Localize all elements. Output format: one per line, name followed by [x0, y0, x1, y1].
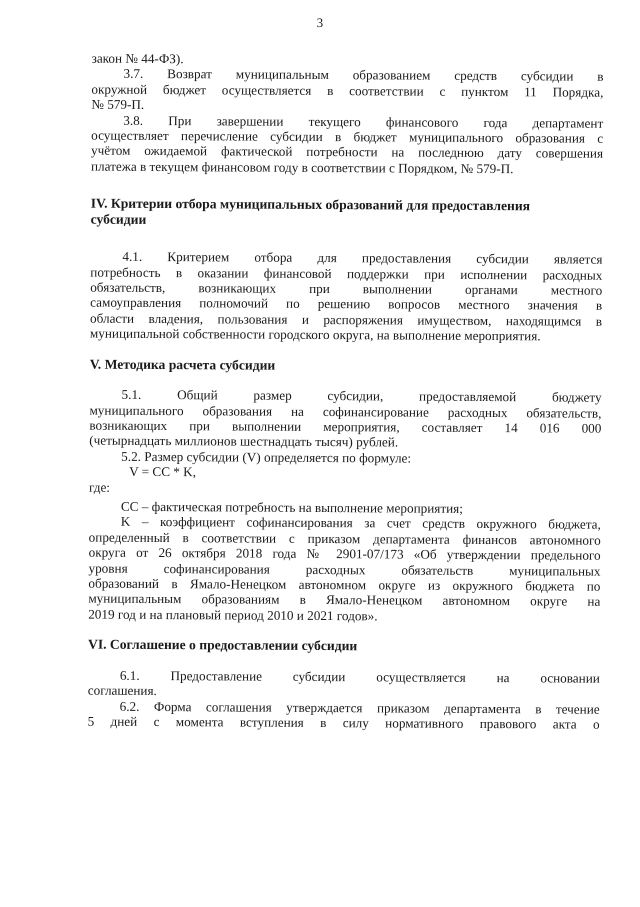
text-line: 5.2. Размер субсидии (V) определяется по формуле: [121, 448, 412, 466]
text-line: муниципальной собственности городского округа, на выполнение мероприятия. [89, 325, 541, 344]
text-line: 6.2. Форма соглашения утверждается приказом департамента в течение [119, 698, 600, 717]
text-line: № 579-П. [91, 96, 145, 113]
text-line: CC – фактическая потребность на выполнение мероприятия; [120, 498, 463, 516]
section-heading-v: V. Методика расчета субсидии [89, 356, 276, 373]
paragraph-6-2 [88, 698, 600, 732]
text-line: определенный в соответствии с приказом департамента финансов автономного [88, 529, 601, 548]
text-line: муниципальным образованиям в Ямало-Ненецком автономном округе на [88, 591, 601, 610]
text-line: самоуправления полномочий по решению вопросов местного значения в [90, 295, 603, 314]
text-line: платежа в текущем финансовом году в соответствии с Порядком, № 579-П. [90, 158, 514, 177]
text-line: 5.1. Общий размер субсидии, предоставляемой бюджету [121, 386, 602, 405]
text-line: учётом ожидаемой фактической потребности на последнюю дату совершения [91, 143, 604, 162]
text-line: где: [88, 479, 111, 495]
text-line: соглашения. [87, 682, 157, 699]
section-heading-iv [91, 196, 603, 230]
text-line: 4.1. Критерием отбора для предоставления субсидии является [122, 249, 603, 267]
text-line: области владения, пользования и распоряжения имуществом, находящимся в [90, 310, 603, 329]
paragraph-3-8 [91, 112, 603, 177]
text-line: 3.8. При завершении текущего финансового года департамент [123, 112, 604, 131]
text-line: 2019 год и на плановый период 2010 и 2021 годов». [88, 606, 378, 624]
text-line: округа от 26 октября 2018 года № 2901-07/173 «Об утверждении предельного [88, 544, 601, 563]
formula: V = CC * K, [129, 464, 197, 480]
document-body [88, 51, 604, 733]
text-line: (четырнадцать миллионов шестнадцать тысяч) рублей. [89, 433, 399, 450]
text-line: 3.7. Возврат муниципальным образованием средств субсидии в [123, 66, 604, 85]
text-line: образований в Ямало-Ненецком автономном округе из окружного бюджета по [88, 575, 601, 594]
paragraph-3-7 [91, 66, 603, 115]
text-line: уровня софинансирования расходных обязательств муниципальных [88, 560, 601, 579]
text-line: окружной бюджет осуществляется в соответствии с пунктом 11 Порядка, [91, 81, 604, 100]
text-line: осуществляет перечисление субсидии в бюджет муниципального образования с [91, 127, 604, 146]
text-line: возникающих при выполнении мероприятия, составляет 14 016 000 [89, 417, 602, 436]
heading-line: субсидии [90, 211, 147, 227]
text-line: муниципального образования на софинансирование расходных обязательств, [89, 402, 602, 421]
text-line: 6.1. Предоставление субсидии осуществляется на основании [119, 667, 600, 686]
text-line: обязательств, возникающих при выполнении органами местного [90, 279, 603, 298]
definition-k [88, 514, 601, 625]
paragraph-6-1 [88, 667, 600, 701]
page-number: 3 [316, 14, 324, 31]
text-line: потребность в оказании финансовой поддержки при исполнении расходных [90, 264, 603, 283]
text-line: закон № 44-ФЗ). [91, 50, 184, 67]
paragraph-5-1 [89, 387, 601, 452]
text-line: 5 дней с момента вступления в силу нормативного правового акта о [87, 713, 600, 732]
heading-line: IV. Критерии отбора муниципальных образований для предоставления [90, 195, 531, 214]
section-heading-vi: VI. Соглашение о предоставлении субсидии [88, 636, 358, 654]
text-line: K – коэффициент софинансирования за счет средств окружного бюджета, [120, 514, 601, 533]
paragraph-4-1 [90, 249, 603, 345]
